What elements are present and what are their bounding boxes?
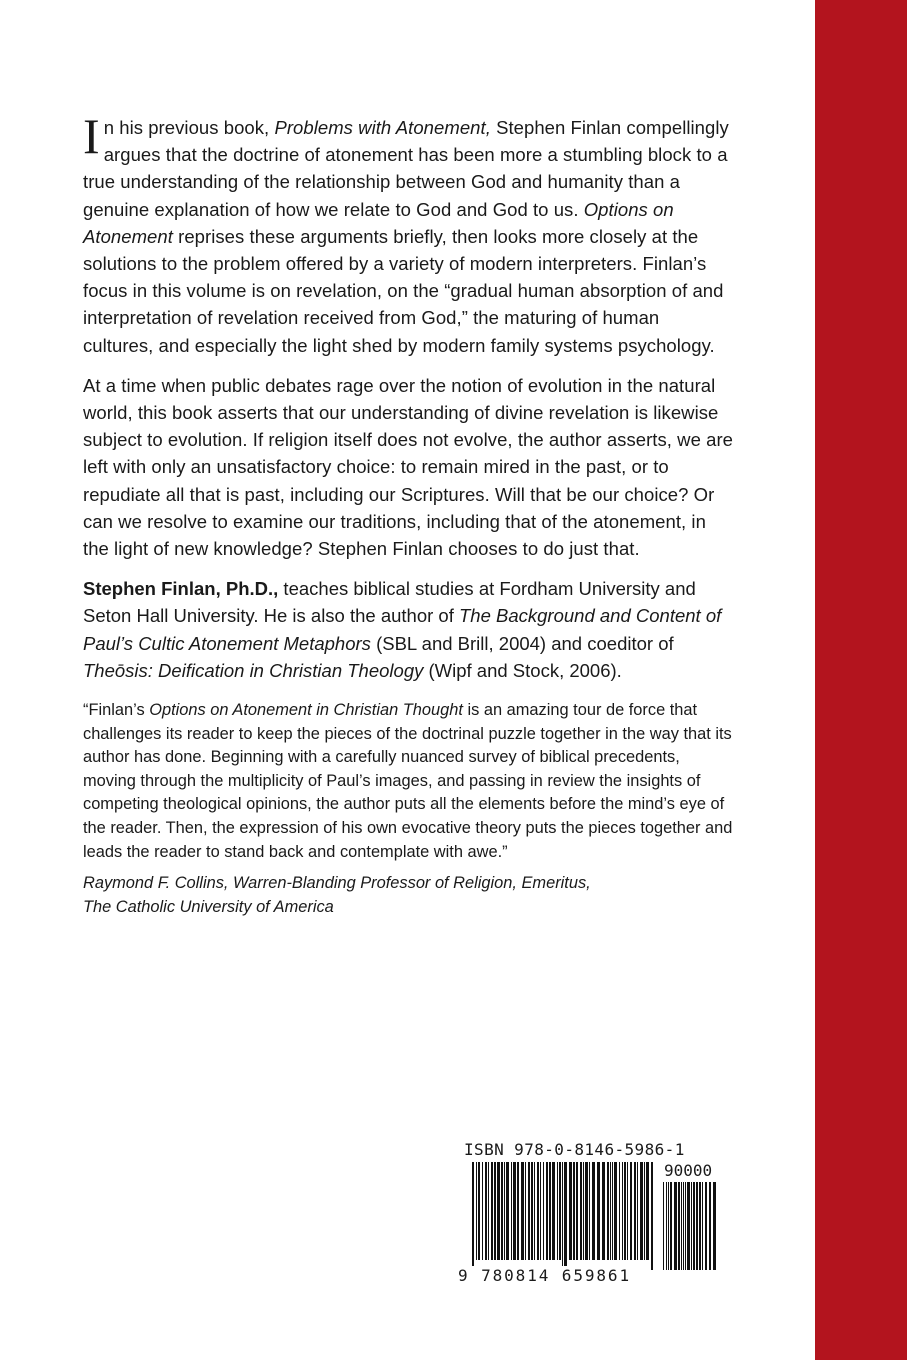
barcode-bar bbox=[610, 1162, 611, 1260]
barcode-bar bbox=[573, 1162, 575, 1260]
addon-bar bbox=[670, 1182, 672, 1270]
barcode-bar bbox=[644, 1162, 645, 1260]
addon-bar bbox=[713, 1182, 716, 1270]
barcode-bar bbox=[540, 1162, 541, 1260]
addon-bar bbox=[663, 1182, 664, 1270]
barcode-bar bbox=[597, 1162, 600, 1260]
ean-digits: 9 780814 659861 bbox=[458, 1266, 631, 1285]
addon-bar bbox=[709, 1182, 711, 1270]
author-bio: Stephen Finlan, Ph.D., teaches biblical studies at Fordham University and Seton Hall University. He is also the author of The Background and Content of Paul’s Cultic Atonement Metaphors (SBL and Brill, 2004) and coeditor of Theōsis: Deification in Christian Theology (Wipf and Stock, 2006). bbox=[83, 578, 722, 681]
description-paragraph-2: At a time when public debates rage over the notion of evolution in the natural world, this book asserts that our understanding of divine revelation is likewise subject to evolution. If religion itself does not evolve, the author asserts, we are left with only an unsatisfactory choice: to remain mired in the past, or to repudiate all that is past, including our Scriptures. Will that be our choice? Or can we resolve to examine our traditions, including that of the atonement, in the light of new knowledge? Stephen Finlan chooses to do just that. bbox=[83, 374, 734, 560]
price-code: 90000 bbox=[664, 1161, 713, 1180]
barcode-bar bbox=[589, 1162, 590, 1260]
barcode-bar bbox=[612, 1162, 613, 1260]
barcode-bar bbox=[497, 1162, 500, 1260]
barcode-bar bbox=[580, 1162, 582, 1260]
drop-cap: I bbox=[83, 108, 100, 164]
barcode-bar bbox=[576, 1162, 578, 1260]
barcode-bar bbox=[637, 1162, 638, 1260]
barcode-bar bbox=[482, 1162, 483, 1260]
addon-bar bbox=[699, 1182, 701, 1270]
barcode-bar bbox=[634, 1162, 636, 1260]
barcode-bar bbox=[557, 1162, 558, 1260]
addon-bar bbox=[681, 1182, 682, 1270]
barcode-bar bbox=[476, 1162, 477, 1260]
barcode-bar bbox=[602, 1162, 605, 1260]
addon-bar bbox=[666, 1182, 667, 1270]
isbn-barcode bbox=[458, 1140, 720, 1293]
barcode-bar bbox=[478, 1162, 480, 1260]
barcode-bar bbox=[651, 1162, 653, 1270]
barcode-bar bbox=[569, 1162, 572, 1260]
barcode-bar bbox=[521, 1162, 524, 1260]
barcode-bar bbox=[546, 1162, 548, 1260]
barcode-bar bbox=[501, 1162, 503, 1260]
addon-bar bbox=[687, 1182, 690, 1270]
addon-bar bbox=[674, 1182, 677, 1270]
barcode-bar bbox=[592, 1162, 595, 1260]
endorsement-attribution: Raymond F. Collins, Warren-Blanding Professor of Religion, Emeritus, The Catholic University of America bbox=[83, 874, 591, 916]
barcode-bar bbox=[543, 1162, 544, 1260]
barcode-bar bbox=[513, 1162, 516, 1260]
addon-bar bbox=[685, 1182, 686, 1270]
barcode-bar bbox=[534, 1162, 535, 1260]
barcode-bar bbox=[528, 1162, 530, 1260]
description-paragraph-1: In his previous book, Problems with Atonement, Stephen Finlan compellingly argues that the doctrine of atonement has been more a stumbling block to a true understanding of the relationship between God and humanity than a genuine explanation of how we relate to God and God to us. Options on Atonement reprises these arguments briefly, then looks more closely at the solutions to the problem offered by a variety of modern interpreters. Finlan’s focus in this volume is on revelation, on the “gradual human absorption of and interpretation of revelation received from God,” the maturing of human cultures, and especially the light shed by modern family systems psychology. bbox=[83, 108, 729, 356]
barcode-bar bbox=[485, 1162, 487, 1260]
barcode-bar bbox=[552, 1162, 555, 1260]
barcode-bar bbox=[472, 1162, 474, 1270]
barcode-bar bbox=[564, 1162, 567, 1270]
barcode-bars bbox=[458, 1162, 720, 1270]
addon-bar bbox=[705, 1182, 707, 1270]
barcode-bar bbox=[630, 1162, 632, 1260]
addon-bar bbox=[693, 1182, 695, 1270]
barcode-bar bbox=[525, 1162, 526, 1260]
barcode-bar bbox=[559, 1162, 561, 1260]
barcode-bar bbox=[491, 1162, 493, 1260]
author-name: Stephen Finlan, Ph.D., bbox=[83, 578, 279, 600]
barcode-bar bbox=[511, 1162, 512, 1260]
red-spine-band bbox=[815, 0, 907, 1360]
barcode-bar bbox=[627, 1162, 628, 1260]
barcode-bar bbox=[531, 1162, 533, 1260]
barcode-bar bbox=[607, 1162, 609, 1260]
barcode-bar bbox=[585, 1162, 588, 1260]
barcode-bar bbox=[504, 1162, 505, 1260]
addon-bar bbox=[668, 1182, 669, 1270]
barcode-bar bbox=[506, 1162, 509, 1260]
barcode-bar bbox=[488, 1162, 489, 1260]
barcode-bar bbox=[537, 1162, 539, 1260]
barcode-bar bbox=[619, 1162, 620, 1260]
barcode-bar bbox=[562, 1162, 563, 1270]
barcode-bar bbox=[622, 1162, 623, 1260]
barcode-bar bbox=[624, 1162, 626, 1260]
barcode-bar bbox=[583, 1162, 584, 1260]
addon-bar bbox=[702, 1182, 703, 1270]
endorsement-quote: “Finlan’s Options on Atonement in Christian Thought is an amazing tour de force that challenges its reader to keep the pieces of the doctrinal puzzle together in the way that its author has done. Beginning with a carefully nuanced survey of biblical precedents, moving through the multiplicity of Paul’s images, and passing in review the insights of competing theological opinions, the author puts all the elements before the mind’s eye of the reader. Then, the expression of his own evocative theory puts the pieces together and leads the reader to stand back and contemplate with awe.” bbox=[83, 701, 733, 861]
addon-bar bbox=[696, 1182, 698, 1270]
barcode-bar bbox=[614, 1162, 617, 1260]
back-cover-text bbox=[83, 108, 734, 919]
isbn-label: ISBN 978-0-8146-5986-1 bbox=[464, 1140, 685, 1159]
addon-bar bbox=[683, 1182, 684, 1270]
addon-bar bbox=[691, 1182, 692, 1270]
addon-bar bbox=[678, 1182, 680, 1270]
barcode-bar bbox=[517, 1162, 519, 1260]
barcode-bar bbox=[640, 1162, 643, 1260]
barcode-bar bbox=[494, 1162, 496, 1260]
barcode-bar bbox=[549, 1162, 551, 1260]
barcode-bar bbox=[646, 1162, 649, 1260]
